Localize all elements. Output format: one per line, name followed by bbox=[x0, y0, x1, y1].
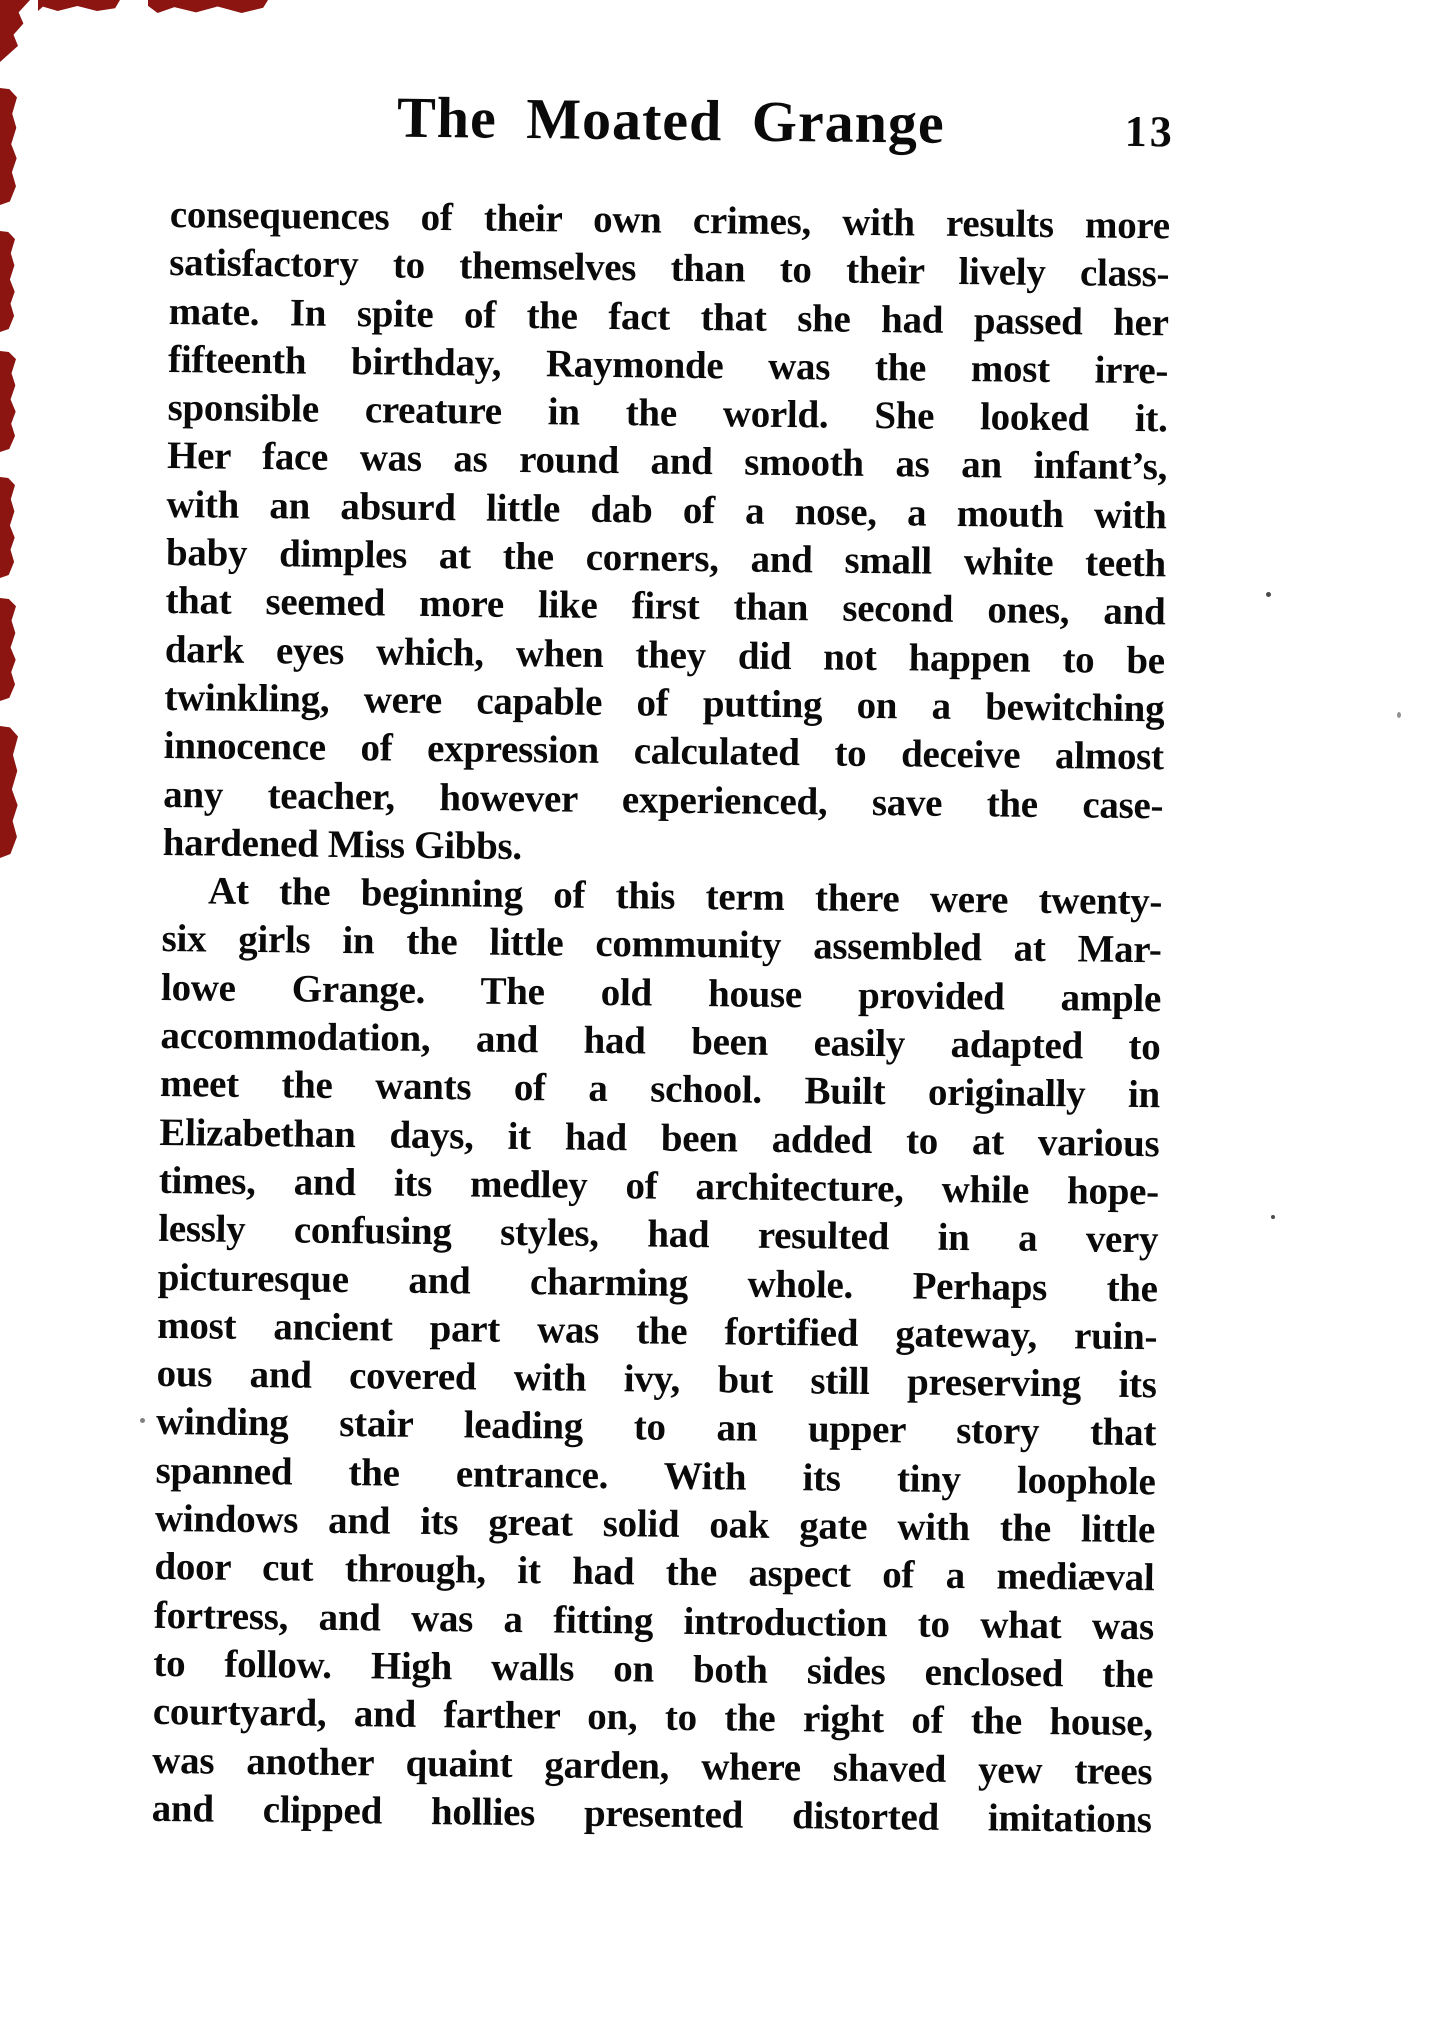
text-line: courtyard, and farther on, to the right of the house, bbox=[152, 1690, 1154, 1745]
text-line: lessly confusing styles, had resulted in a very bbox=[158, 1207, 1159, 1262]
text-line: was another quaint garden, where shaved yew trees bbox=[152, 1738, 1153, 1793]
body-text bbox=[151, 191, 1170, 1844]
text-line: Elizabethan days, it had been added to at various bbox=[159, 1110, 1160, 1165]
page-number: 13 bbox=[1124, 106, 1176, 157]
paragraph bbox=[162, 191, 1170, 878]
text-line: times, and its medley of architecture, while hope- bbox=[158, 1158, 1160, 1214]
text-line: to follow. High walls on both sides enclosed the bbox=[153, 1641, 1154, 1697]
text-line: six girls in the little community assembled at Mar- bbox=[161, 917, 1162, 972]
text-line: innocence of expression calculated to deceive almost bbox=[163, 724, 1164, 779]
text-line: fifteenth birthday, Raymonde was the most irre- bbox=[167, 337, 1169, 393]
text-line: and clipped hollies presented distorted imitations bbox=[151, 1786, 1152, 1842]
text-line: windows and its great solid oak gate with the little bbox=[154, 1496, 1156, 1552]
text-line: lowe Grange. The old house provided ample bbox=[160, 965, 1162, 1021]
text-line: dark eyes which, when they did not happen to be bbox=[164, 627, 1166, 682]
text-line: hardened Miss Gibbs. bbox=[162, 820, 523, 868]
text-line: baby dimples at the corners, and small white teeth bbox=[165, 531, 1167, 586]
text-line: winding stair leading to an upper story that bbox=[155, 1400, 1157, 1455]
text-line: with an absurd little dab of a nose, a mouth with bbox=[166, 482, 1167, 538]
text-line: Her face was as round and smooth as an infant’s, bbox=[166, 434, 1168, 489]
text-line: satisfactory to themselves than to their lively class- bbox=[169, 241, 1170, 296]
text-line: meet the wants of a school. Built originally in bbox=[159, 1062, 1161, 1117]
text-line: door cut through, it had the aspect of a mediæval bbox=[154, 1545, 1155, 1600]
text-line: any teacher, however experienced, save the case- bbox=[163, 772, 1164, 827]
paragraph bbox=[151, 867, 1162, 1844]
text-line: consequences of their own crimes, with results more bbox=[169, 193, 1171, 248]
text-line: mate. In spite of the fact that she had passed her bbox=[168, 289, 1169, 344]
text-line: spanned the entrance. With its tiny loophole bbox=[155, 1448, 1156, 1503]
text-line: fortress, and was a fitting introduction to what was bbox=[153, 1593, 1155, 1648]
text-line: accommodation, and had been easily adapted to bbox=[160, 1013, 1161, 1069]
text-line: ous and covered with ivy, but still preserving its bbox=[156, 1352, 1157, 1407]
text-line: At the beginning of this term there were twenty- bbox=[207, 869, 1163, 924]
running-header-title: The Moated Grange bbox=[396, 84, 946, 156]
text-line: sponsible creature in the world. She looked it. bbox=[167, 386, 1168, 441]
text-line: picturesque and charming whole. Perhaps the bbox=[157, 1255, 1158, 1310]
text-line: most ancient part was the fortified gateway, ruin- bbox=[156, 1303, 1158, 1359]
text-line: that seemed more like first than second ones, and bbox=[165, 579, 1166, 634]
text-line: twinkling, were capable of putting on a bewitching bbox=[164, 675, 1165, 731]
